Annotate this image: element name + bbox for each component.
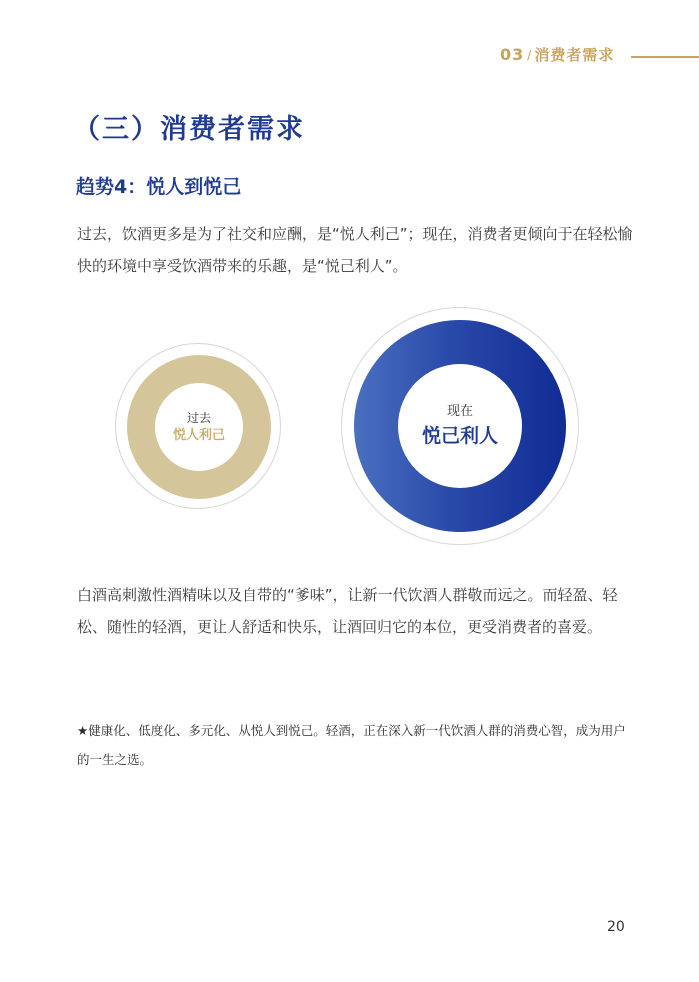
trend-title: 趋势4：悦人到悦己 — [76, 176, 242, 198]
chapter-title: 消费者需求 — [534, 46, 615, 64]
header-divider — [631, 56, 699, 58]
past-label: 过去 — [186, 411, 211, 425]
past-circle — [155, 383, 243, 471]
now-circle — [398, 364, 522, 488]
highlight-note: ★健康化、低度化、多元化、从悦人到悦己。轻酒，正在深入新一代饮酒人群的消费心智，成为用户的一生之选。 — [77, 723, 626, 767]
now-value: 悦己利人 — [421, 425, 498, 447]
chapter-number: 03 — [500, 45, 525, 64]
now-label: 现在 — [446, 404, 473, 419]
section-title: （三）消费者需求 — [73, 114, 305, 145]
page-number: 20 — [607, 919, 625, 935]
intro-paragraph: 过去，饮酒更多是为了社交和应酬，是“悦人利己”；现在，消费者更倾向于在轻松愉快的环境中享受饮酒带来的乐趣，是“悦己利人”。 — [77, 225, 633, 275]
page-header — [500, 44, 614, 65]
body-paragraph: 白酒高刺激性酒精味以及自带的“爹味”，让新一代饮酒人群敬而远之。而轻盈、轻松、随性的轻酒，更让人舒适和快乐，让酒回归它的本位，更受消费者的喜爱。 — [77, 586, 618, 636]
chapter-separator: / — [527, 47, 532, 62]
past-value: 悦人利己 — [172, 428, 225, 443]
